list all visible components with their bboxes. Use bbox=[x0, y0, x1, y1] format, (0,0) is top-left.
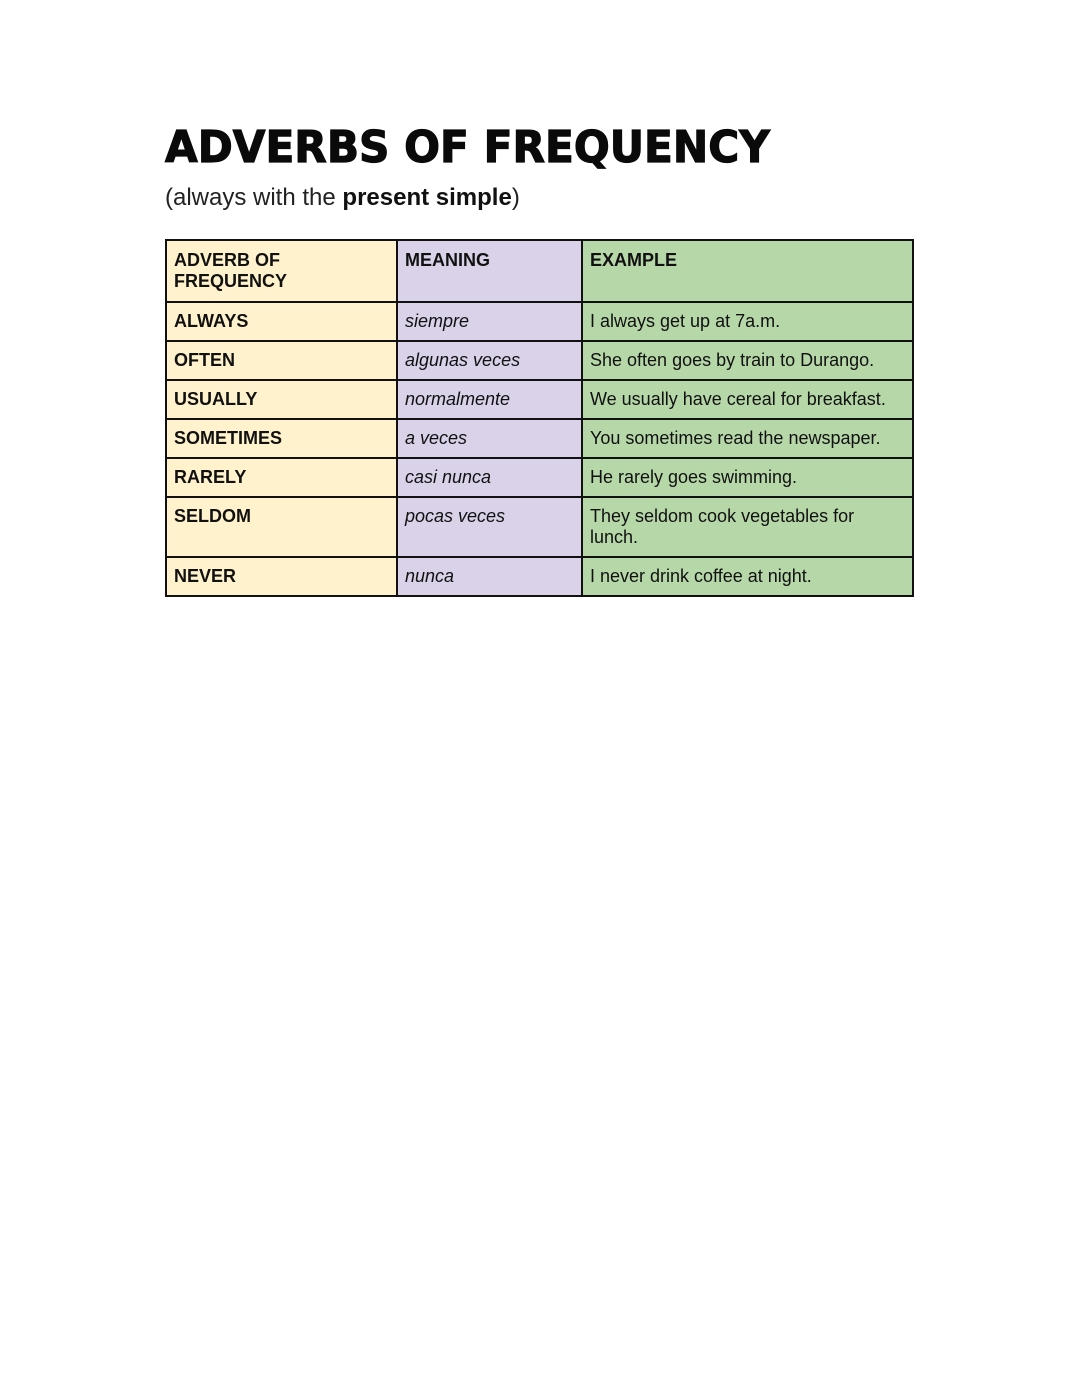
adverb-cell: SELDOM bbox=[166, 497, 397, 557]
header-meaning: MEANING bbox=[397, 240, 582, 302]
example-cell: He rarely goes swimming. bbox=[582, 458, 913, 497]
table-header-row bbox=[166, 240, 913, 302]
adverb-cell: USUALLY bbox=[166, 380, 397, 419]
example-cell: They seldom cook vegetables for lunch. bbox=[582, 497, 913, 557]
table-row bbox=[166, 557, 913, 596]
example-cell: I never drink coffee at night. bbox=[582, 557, 913, 596]
example-cell: She often goes by train to Durango. bbox=[582, 341, 913, 380]
meaning-cell: nunca bbox=[397, 557, 582, 596]
adverb-cell: SOMETIMES bbox=[166, 419, 397, 458]
example-cell: We usually have cereal for breakfast. bbox=[582, 380, 913, 419]
example-cell: You sometimes read the newspaper. bbox=[582, 419, 913, 458]
meaning-cell: normalmente bbox=[397, 380, 582, 419]
table-row bbox=[166, 458, 913, 497]
meaning-cell: a veces bbox=[397, 419, 582, 458]
table-row bbox=[166, 419, 913, 458]
example-cell: I always get up at 7a.m. bbox=[582, 302, 913, 341]
meaning-cell: casi nunca bbox=[397, 458, 582, 497]
adverb-cell: ALWAYS bbox=[166, 302, 397, 341]
table-row bbox=[166, 380, 913, 419]
table-row bbox=[166, 341, 913, 380]
header-example: EXAMPLE bbox=[582, 240, 913, 302]
meaning-cell: siempre bbox=[397, 302, 582, 341]
meaning-cell: pocas veces bbox=[397, 497, 582, 557]
adverb-cell: NEVER bbox=[166, 557, 397, 596]
table-row bbox=[166, 302, 913, 341]
adverb-cell: RARELY bbox=[166, 458, 397, 497]
subtitle-emphasis: present simple bbox=[342, 184, 512, 211]
page-title: ADVERBS OF FREQUENCY bbox=[165, 122, 770, 173]
adverbs-table bbox=[165, 239, 914, 597]
meaning-cell: algunas veces bbox=[397, 341, 582, 380]
header-adverb: ADVERB OF FREQUENCY bbox=[166, 240, 397, 302]
adverb-cell: OFTEN bbox=[166, 341, 397, 380]
table-row bbox=[166, 497, 913, 557]
subtitle-prefix: (always with the bbox=[165, 184, 343, 211]
page-subtitle bbox=[165, 183, 520, 213]
subtitle-suffix: ) bbox=[511, 184, 520, 211]
